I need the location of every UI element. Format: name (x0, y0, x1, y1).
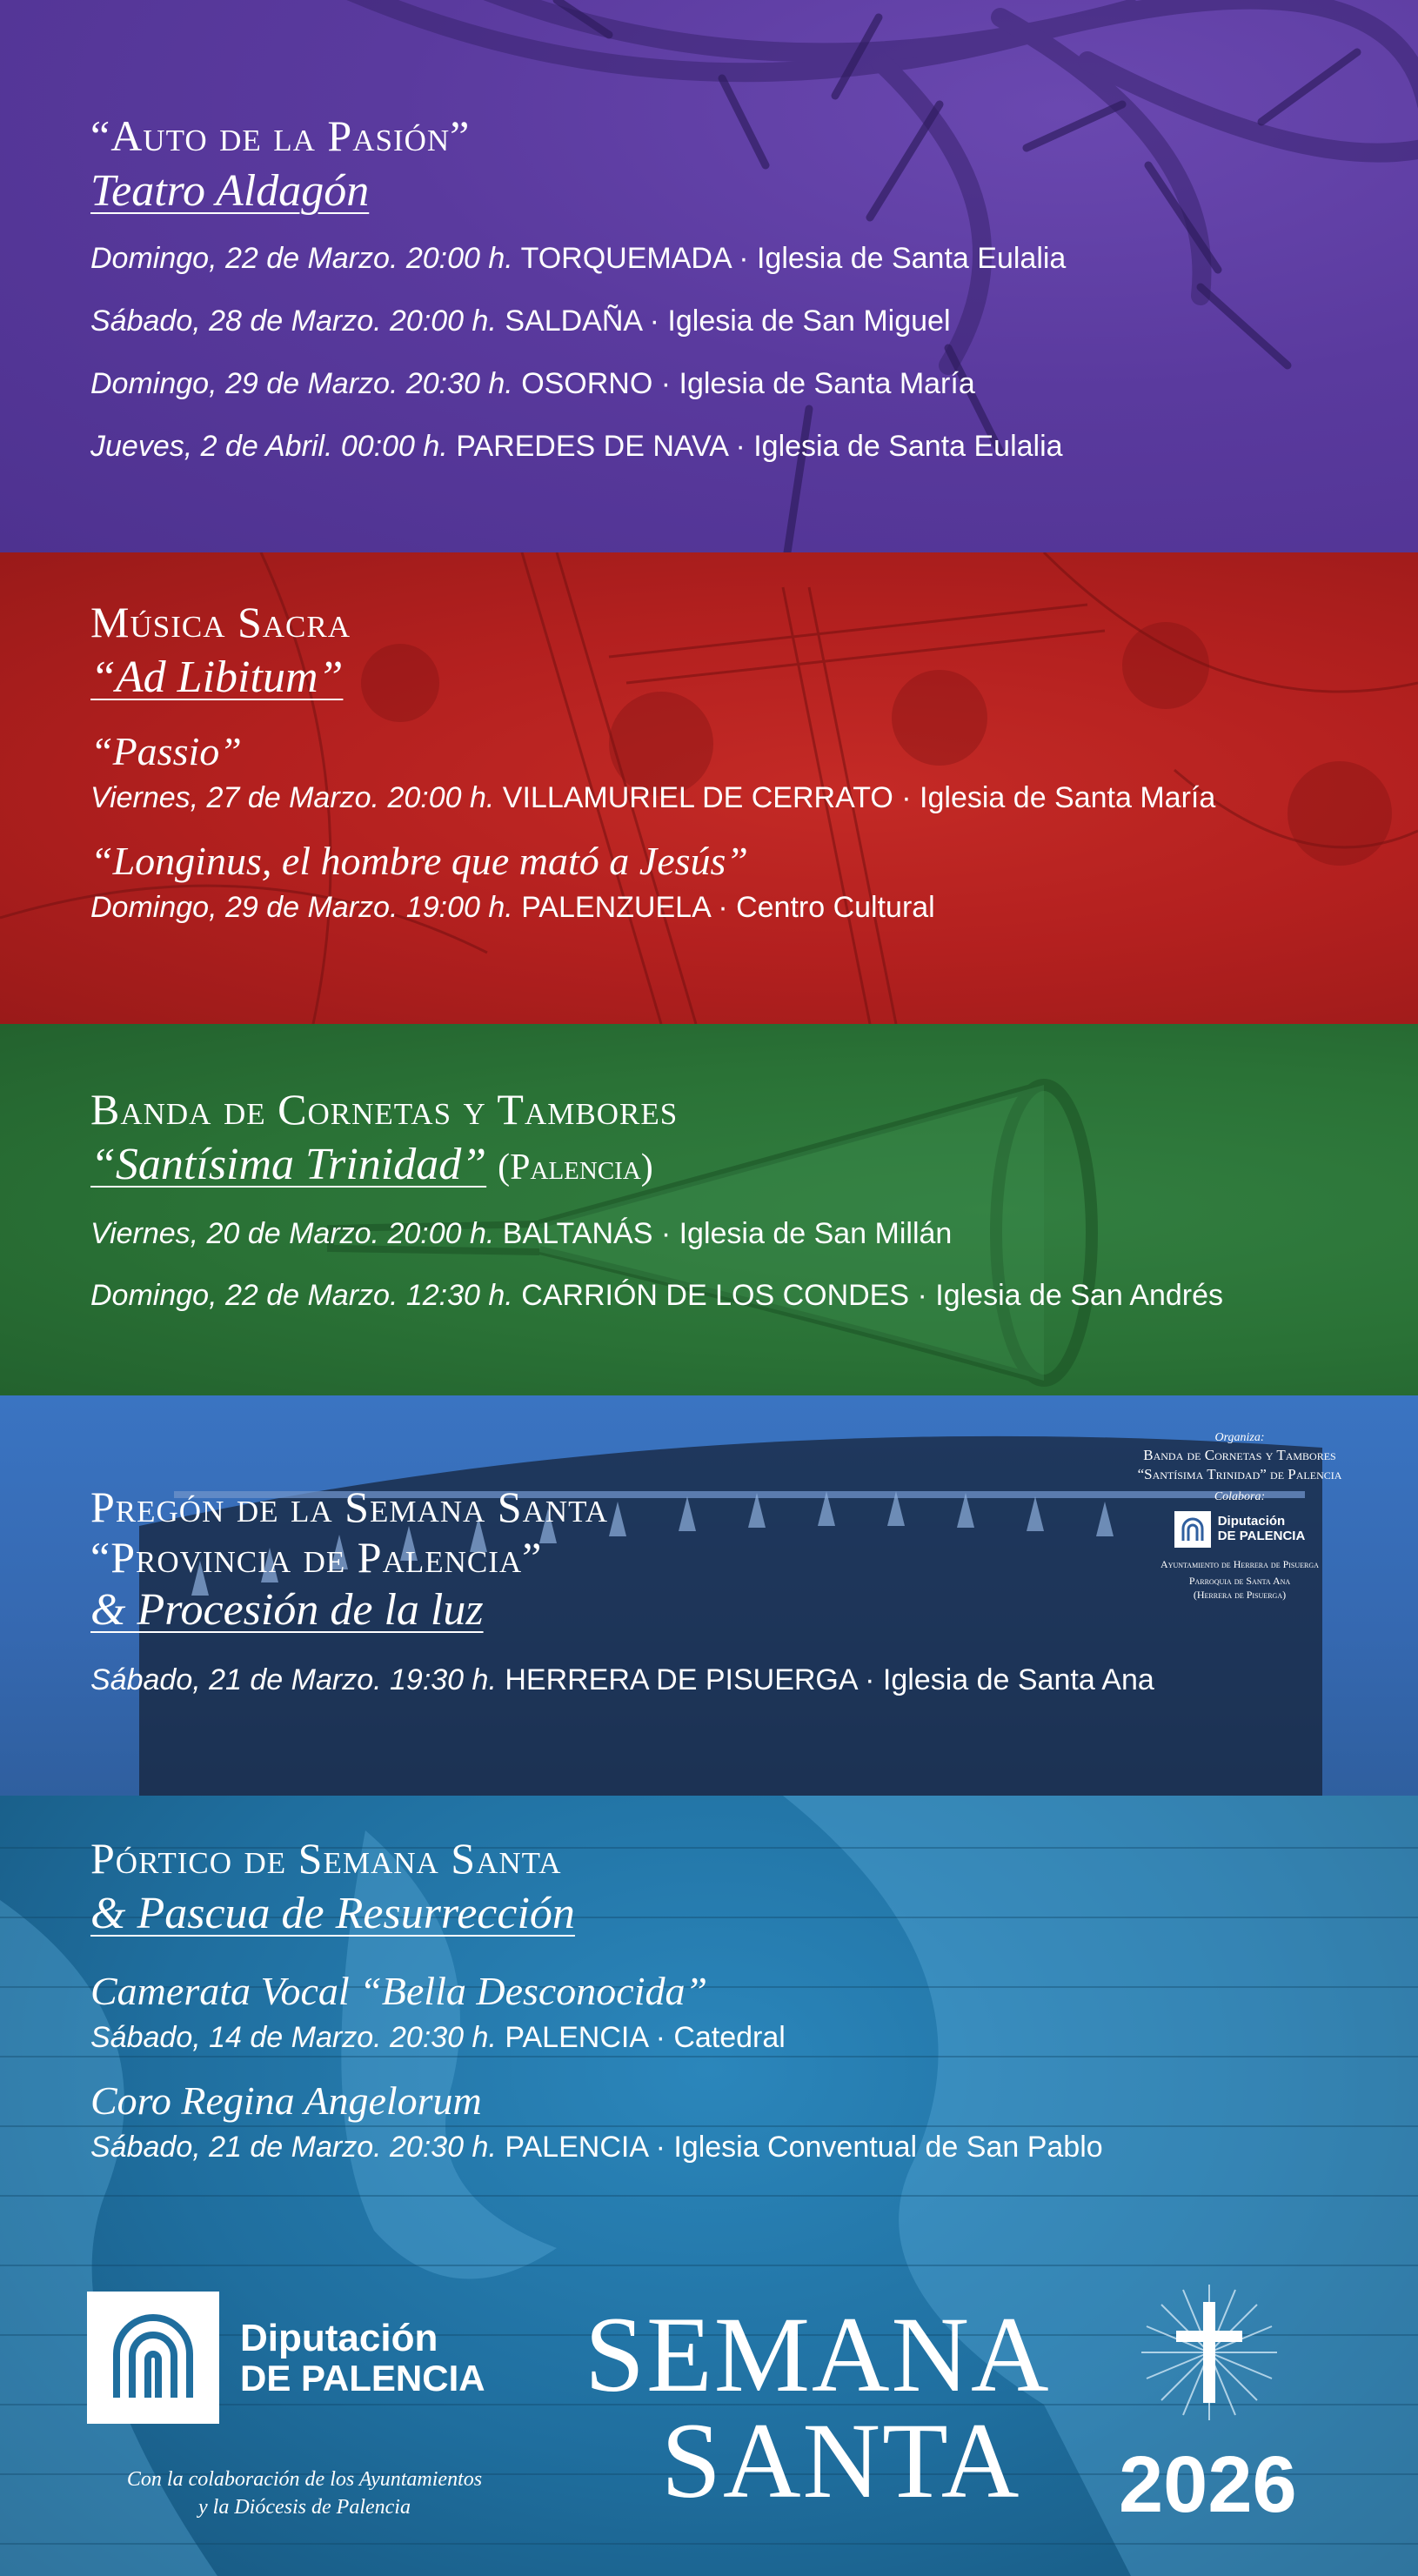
event-line (90, 1278, 1383, 1314)
work-title: Camerata Vocal “Bella Desconocida” (90, 1969, 708, 2014)
event-place: HERRERA DE PISUERGA · Iglesia de Santa Ana (505, 1663, 1154, 1696)
event-list (90, 1216, 1383, 1314)
credits-box (1092, 1430, 1388, 1602)
diputacion-arch-icon (87, 2292, 219, 2424)
event-place: PALENCIA · Iglesia Conventual de San Pablo (505, 2130, 1103, 2164)
event-line (90, 890, 1383, 926)
event-line (90, 2130, 1383, 2165)
event-date: Domingo, 29 de Marzo. 20:30 h. (90, 366, 513, 400)
event-date: Sábado, 14 de Marzo. 20:30 h. (90, 2021, 497, 2055)
subtitle-text: “Ad Libitum” (90, 652, 344, 702)
subtitle-extra: (Palencia) (498, 1147, 653, 1188)
credits-logo-line: DE PALENCIA (1217, 1528, 1306, 1543)
section-auto-pasion (0, 0, 1418, 552)
event-date: Viernes, 27 de Marzo. 20:00 h. (90, 781, 495, 815)
section-title-line2: “Provincia de Palencia” (90, 1532, 543, 1582)
cross-icon (1140, 2283, 1279, 2422)
section-banda-cornetas (0, 1024, 1418, 1395)
event-place: PALENZUELA · Centro Cultural (521, 890, 935, 924)
credits-organiza-line: “Santísima Trinidad” de Palencia (1137, 1466, 1342, 1483)
event-place: BALTANÁS · Iglesia de San Millán (502, 1217, 953, 1251)
section-title: Pórtico de Semana Santa (90, 1834, 562, 1883)
brand-line: SANTA (661, 2400, 1021, 2520)
event-date: Domingo, 29 de Marzo. 19:00 h. (90, 890, 513, 924)
event-place: OSORNO · Iglesia de Santa María (521, 366, 975, 400)
subtitle-text: “Santísima Trinidad” (90, 1139, 487, 1189)
collaboration-line: Con la colaboración de los Ayuntamientos (126, 2468, 483, 2491)
section-subtitle (90, 1888, 1383, 1940)
credits-organiza-label: Organiza: (1214, 1431, 1265, 1444)
section-musica-sacra (0, 552, 1418, 1024)
credits-logo-line: Diputación (1217, 1514, 1286, 1529)
event-date: Viernes, 20 de Marzo. 20:00 h. (90, 1217, 495, 1251)
event-date: Domingo, 22 de Marzo. 12:30 h. (90, 1279, 513, 1313)
diputacion-arch-icon (1174, 1511, 1211, 1548)
diputacion-logo-text (240, 2318, 485, 2399)
event-place: PAREDES DE NAVA · Iglesia de Santa Eulalia (456, 429, 1063, 463)
event-date: Sábado, 28 de Marzo. 20:00 h. (90, 304, 497, 338)
collaboration-line: y la Diócesis de Palencia (198, 2496, 411, 2519)
work-title: “Passio” (90, 729, 242, 774)
event-date: Sábado, 21 de Marzo. 19:30 h. (90, 1663, 497, 1696)
event-place: CARRIÓN DE LOS CONDES · Iglesia de San Andrés (521, 1279, 1224, 1313)
event-line (90, 780, 1383, 816)
credits-colabora-label: Colabora: (1214, 1490, 1266, 1504)
section-content (90, 1834, 1383, 2165)
work-title: Coro Regina Angelorum (90, 2078, 482, 2123)
event-place: SALDAÑA · Iglesia de San Miguel (505, 304, 951, 338)
credits-diputacion-logo (1092, 1511, 1388, 1548)
credits-collaborator: Parroquia de Santa Ana (1188, 1575, 1291, 1588)
brand-line: SEMANA (585, 2295, 1051, 2414)
semana-santa-brand (585, 2295, 1051, 2520)
event-date: Sábado, 21 de Marzo. 20:30 h. (90, 2130, 497, 2164)
event-place: VILLAMURIEL DE CERRATO · Iglesia de Santa María (502, 781, 1216, 815)
collaboration-note (87, 2466, 522, 2522)
event-line (90, 2020, 1383, 2056)
section-content (90, 111, 1383, 464)
logo-line: DE PALENCIA (240, 2358, 485, 2399)
credits-collaborator: Ayuntamiento de Herrera de Pisuerga (1160, 1557, 1319, 1570)
section-title: “Auto de la Pasión” (90, 111, 471, 160)
credits-logo-text (1218, 1515, 1306, 1543)
logo-line: Diputación (240, 2316, 438, 2359)
subtitle-text: & Procesión de la luz (90, 1585, 484, 1635)
section-portico (0, 1796, 1418, 2576)
subtitle-text: & Pascua de Resurrección (90, 1888, 575, 1938)
section-subtitle (90, 1139, 1383, 1191)
event-date: Jueves, 2 de Abril. 00:00 h. (90, 429, 448, 463)
event-line (90, 304, 1383, 339)
section-content (90, 598, 1383, 926)
credits-organiza-line: Banda de Cornetas y Tambores (1143, 1447, 1336, 1464)
section-title: Pregón de la Semana Santa (90, 1482, 609, 1531)
section-subtitle (90, 165, 1383, 217)
event-line (90, 1216, 1383, 1252)
section-pregon (0, 1395, 1418, 1796)
subtitle-text: Teatro Aldagón (90, 165, 370, 216)
year-label: 2026 (1119, 2440, 1297, 2529)
credits-collaborator: (Herrera de Pisuerga) (1193, 1588, 1287, 1601)
diputacion-logo (87, 2292, 485, 2424)
event-line (90, 366, 1383, 402)
event-place: TORQUEMADA · Iglesia de Santa Eulalia (520, 242, 1067, 276)
section-subtitle (90, 652, 1383, 704)
work-title: “Longinus, el hombre que mató a Jesús” (90, 838, 749, 883)
event-list (90, 241, 1383, 464)
section-title: Música Sacra (90, 598, 351, 646)
event-line (90, 429, 1383, 465)
section-title: Banda de Cornetas y Tambores (90, 1085, 679, 1134)
event-place: PALENCIA · Catedral (505, 2021, 786, 2055)
event-line (90, 1663, 1383, 1698)
section-content (90, 1085, 1383, 1314)
event-date: Domingo, 22 de Marzo. 20:00 h. (90, 242, 513, 276)
event-line (90, 241, 1383, 277)
